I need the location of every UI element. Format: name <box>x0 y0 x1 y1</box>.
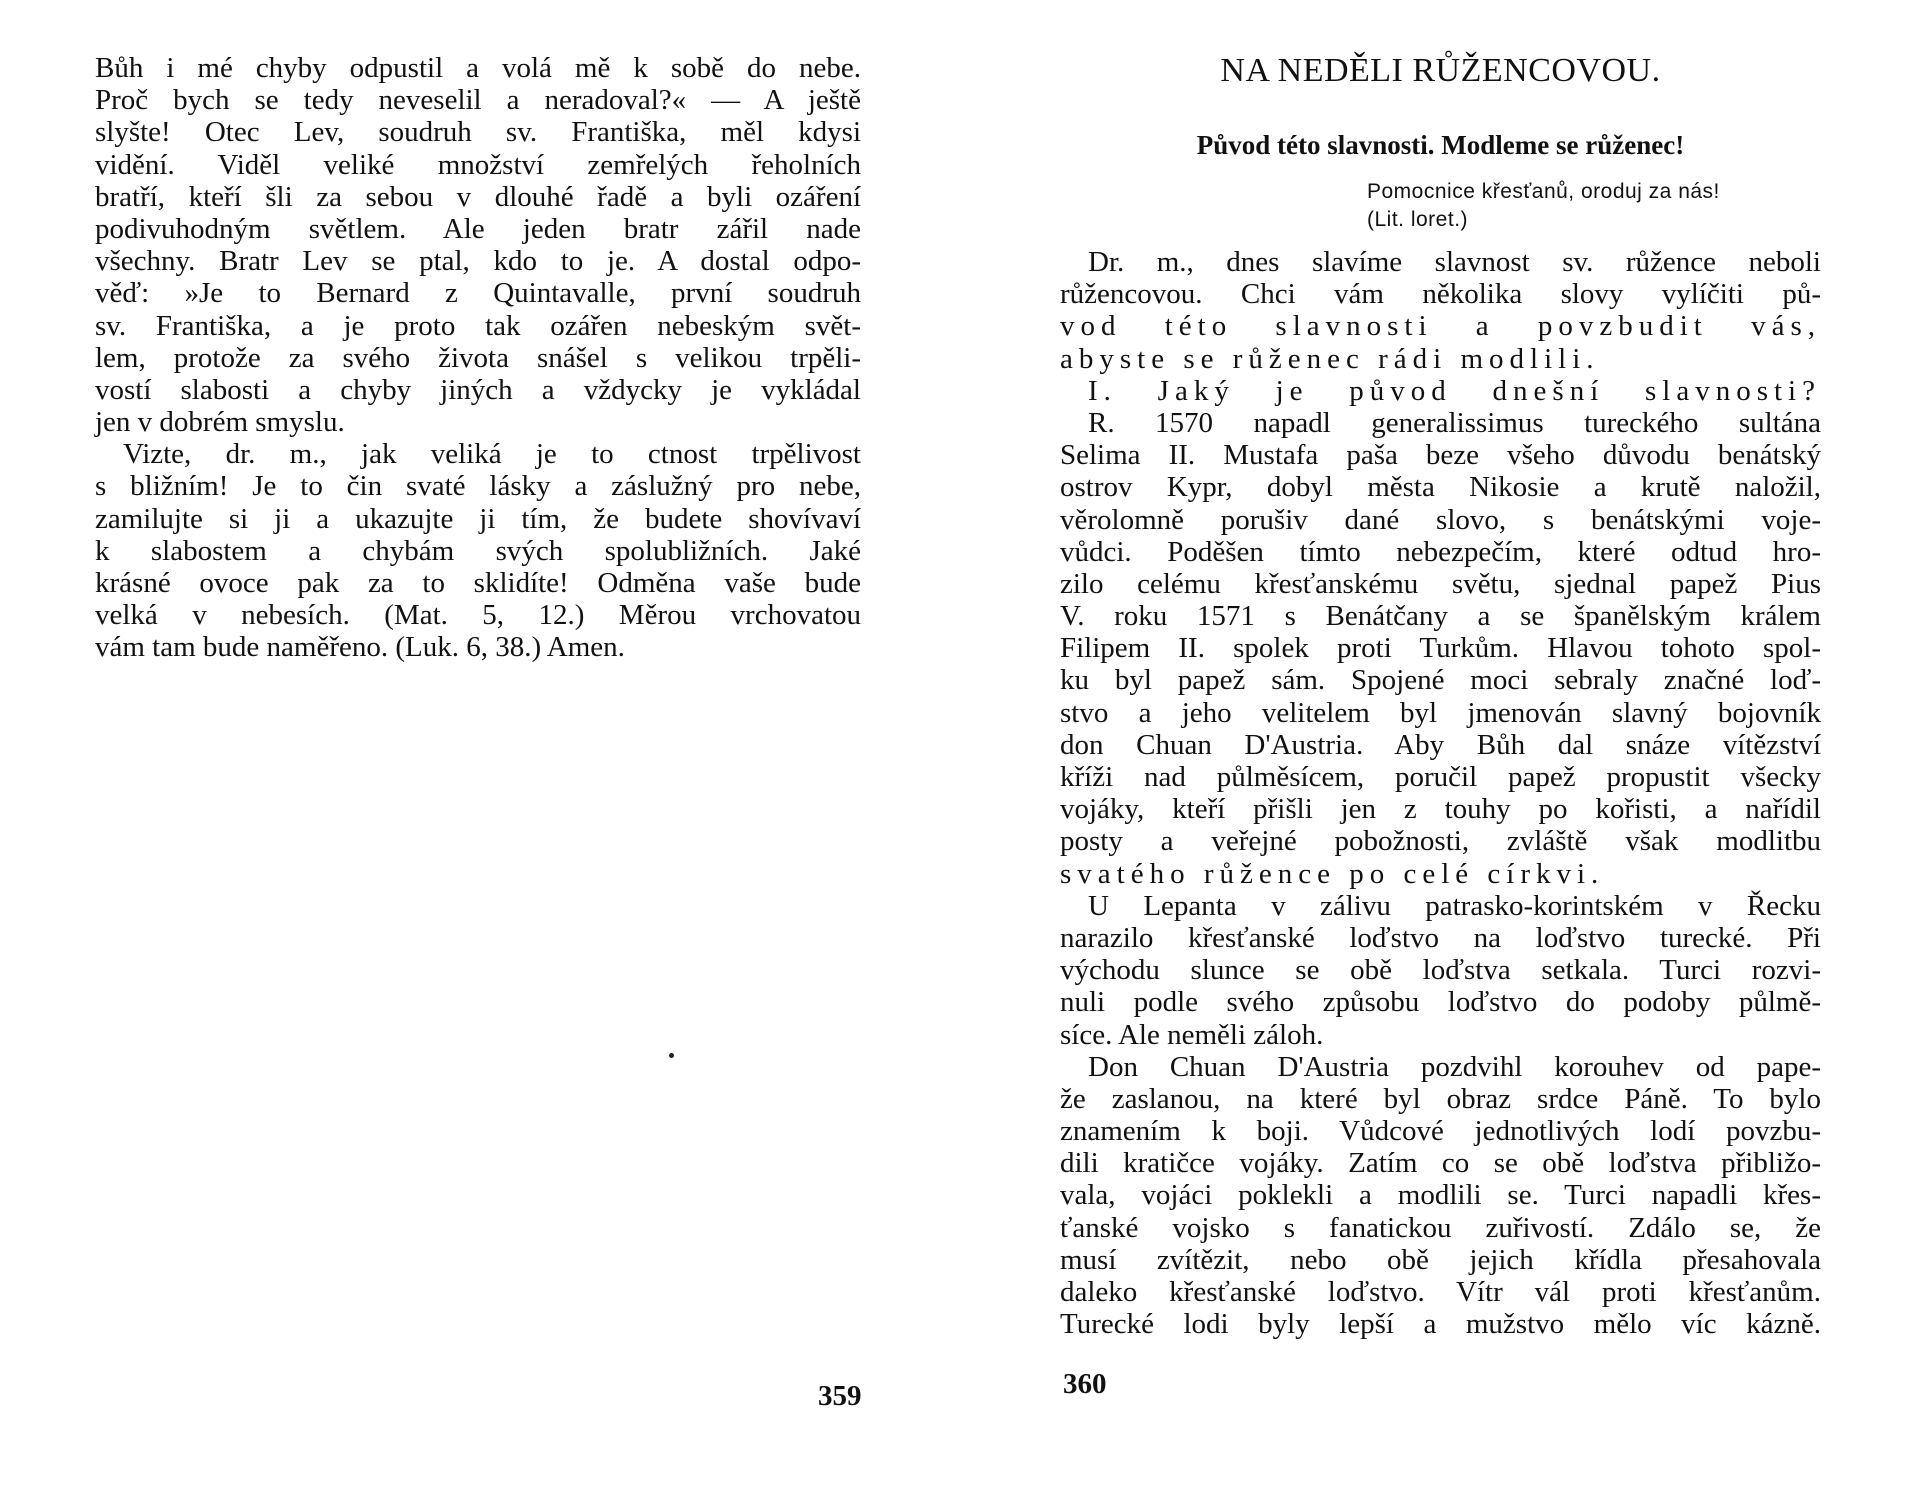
epigraph <box>1367 178 1720 234</box>
text-line: vala, vojáci poklekli a modlili se. Turci napadli křes- <box>1060 1179 1821 1212</box>
text-line: podivuhodným světlem. Ale jeden bratr zářil nade <box>95 212 861 245</box>
text-line: V. roku 1571 s Benátčany a se španělským králem <box>1060 600 1821 633</box>
text-line: daleko křesťanské loďstvo. Vítr vál proti křesťanům. <box>1060 1276 1821 1308</box>
text-line: slyšte! Otec Lev, soudruh sv. Františka, měl kdysi <box>95 116 861 149</box>
text-line: svatého růžence po celé církvi. <box>1060 857 1605 890</box>
text-line: jen v dobrém smyslu. <box>95 406 345 439</box>
text-line: Don Chuan D'Austria pozdvihl korouhev od pape- <box>1088 1050 1821 1083</box>
text-line: Selima II. Mustafa paša beze všeho důvodu benátský <box>1060 439 1821 472</box>
text-line: lem, protože za svého života snášel s velikou trpěli- <box>95 341 861 374</box>
text-line: U Lepanta v zálivu patrasko-korintském v Řecku <box>1088 889 1821 922</box>
text-line: krásné ovoce pak za to sklidíte! Odměna vaše bude <box>95 567 861 599</box>
text-line: kříži nad půlměsícem, poručil papež propustit všecky <box>1060 761 1821 793</box>
text-line: růžencovou. Chci vám několika slovy vylíčiti pů- <box>1060 278 1821 311</box>
text-line: dili kratičce vojáky. Zatím co se obě loďstva přibližo- <box>1060 1147 1821 1180</box>
text-line: východu slunce se obě loďstva setkala. Turci rozvi- <box>1060 954 1821 987</box>
text-line: ku byl papež sám. Spojené moci sebraly značné loď- <box>1060 664 1821 697</box>
text-line: abyste se růženec rádi modlili. <box>1060 342 1600 375</box>
text-line: posty a veřejné pobožnosti, zvláště však modlitbu <box>1060 825 1821 858</box>
text-line: zamilujte si ji a ukazujte ji tím, že budete shovívaví <box>95 502 861 535</box>
text-line: věrolomně porušiv dané slovo, s benátskými voje- <box>1060 503 1821 536</box>
text-line: ťanské vojsko s fanatickou zuřivostí. Zdálo se, že <box>1060 1211 1821 1244</box>
text-line: síce. Ale neměli záloh. <box>1060 1018 1324 1051</box>
epigraph-source: (Lit. loret.) <box>1367 208 1469 231</box>
text-line: s bližním! Je to čin svaté lásky a záslužný pro nebe, <box>95 470 861 503</box>
text-line: musí zvítězit, nebo obě jejich křídla přesahovala <box>1060 1243 1821 1276</box>
text-line: Vizte, dr. m., jak veliká je to ctnost trpělivost <box>123 438 861 471</box>
epigraph-line: Pomocnice křesťanů, oroduj za nás! <box>1367 180 1720 203</box>
text-line: k slabostem a chybám svých spolubližních. Jaké <box>95 534 861 567</box>
text-line: narazilo křesťanské loďstvo na loďstvo turecké. Při <box>1060 921 1821 954</box>
left-page-body <box>95 52 861 664</box>
text-line: velká v nebesích. (Mat. 5, 12.) Měrou vrchovatou <box>95 599 861 632</box>
page-number-left: 359 <box>818 1380 862 1412</box>
text-line: nuli podle svého způsobu loďstvo do podoby půlmě- <box>1060 986 1821 1019</box>
text-line: vám tam bude naměřeno. (Luk. 6, 38.) Amen. <box>95 631 625 664</box>
page-number-right: 360 <box>1063 1368 1107 1400</box>
text-line: ostrov Kypr, dobyl města Nikosie a krutě naložil, <box>1060 471 1821 504</box>
text-line: znamením k boji. Vůdcové jednotlivých lodí povzbu- <box>1060 1115 1821 1148</box>
text-line: vůdci. Poděšen tímto nebezpečím, které odtud hro- <box>1060 535 1821 568</box>
text-line: Bůh i mé chyby odpustil a volá mě k sobě do nebe. <box>95 52 861 84</box>
right-page-body <box>1060 246 1821 1340</box>
text-line: zilo celému křesťanskému světu, sjednal papež Pius <box>1060 567 1821 600</box>
stray-dot-mark <box>669 1053 674 1058</box>
text-line: Filipem II. spolek proti Turkům. Hlavou tohoto spol- <box>1060 632 1821 665</box>
text-line: vostí slabosti a chyby jiných a vždycky je vykládal <box>95 373 861 406</box>
text-line: sv. Františka, a je proto tak ozářen nebeským svět- <box>95 309 861 342</box>
text-line: všechny. Bratr Lev se ptal, kdo to je. A dostal odpo- <box>95 245 861 278</box>
text-line: I. Jaký je původ dnešní slavnosti? <box>1088 374 1821 407</box>
text-line: že zaslanou, na které byl obraz srdce Páně. To bylo <box>1060 1082 1821 1115</box>
text-line: vidění. Viděl veliké množství zemřelých řeholních <box>95 148 861 181</box>
text-line: Proč bych se tedy neveselil a neradoval?« — A ještě <box>95 84 861 117</box>
chapter-title: NA NEDĚLI RŮŽENCOVOU. <box>1220 52 1661 89</box>
chapter-subtitle: Původ této slavnosti. Modleme se růženec! <box>1196 130 1685 160</box>
text-line: stvo a jeho velitelem byl jmenován slavný bojovník <box>1060 696 1821 729</box>
text-line: vod této slavnosti a povzbudit vás, <box>1060 310 1821 343</box>
text-line: Turecké lodi byly lepší a mužstvo mělo víc kázně. <box>1060 1308 1821 1341</box>
text-line: bratří, kteří šli za sebou v dlouhé řadě a byli ozáření <box>95 180 861 213</box>
text-line: R. 1570 napadl generalissimus tureckého sultána <box>1088 406 1821 439</box>
text-line: don Chuan D'Austria. Aby Bůh dal snáze vítězství <box>1060 728 1821 761</box>
text-line: Dr. m., dnes slavíme slavnost sv. růžence neboli <box>1088 246 1821 278</box>
text-line: vojáky, kteří přišli jen z touhy po kořisti, a nařídil <box>1060 793 1821 826</box>
text-line: věď: »Je to Bernard z Quintavalle, první soudruh <box>95 277 861 310</box>
